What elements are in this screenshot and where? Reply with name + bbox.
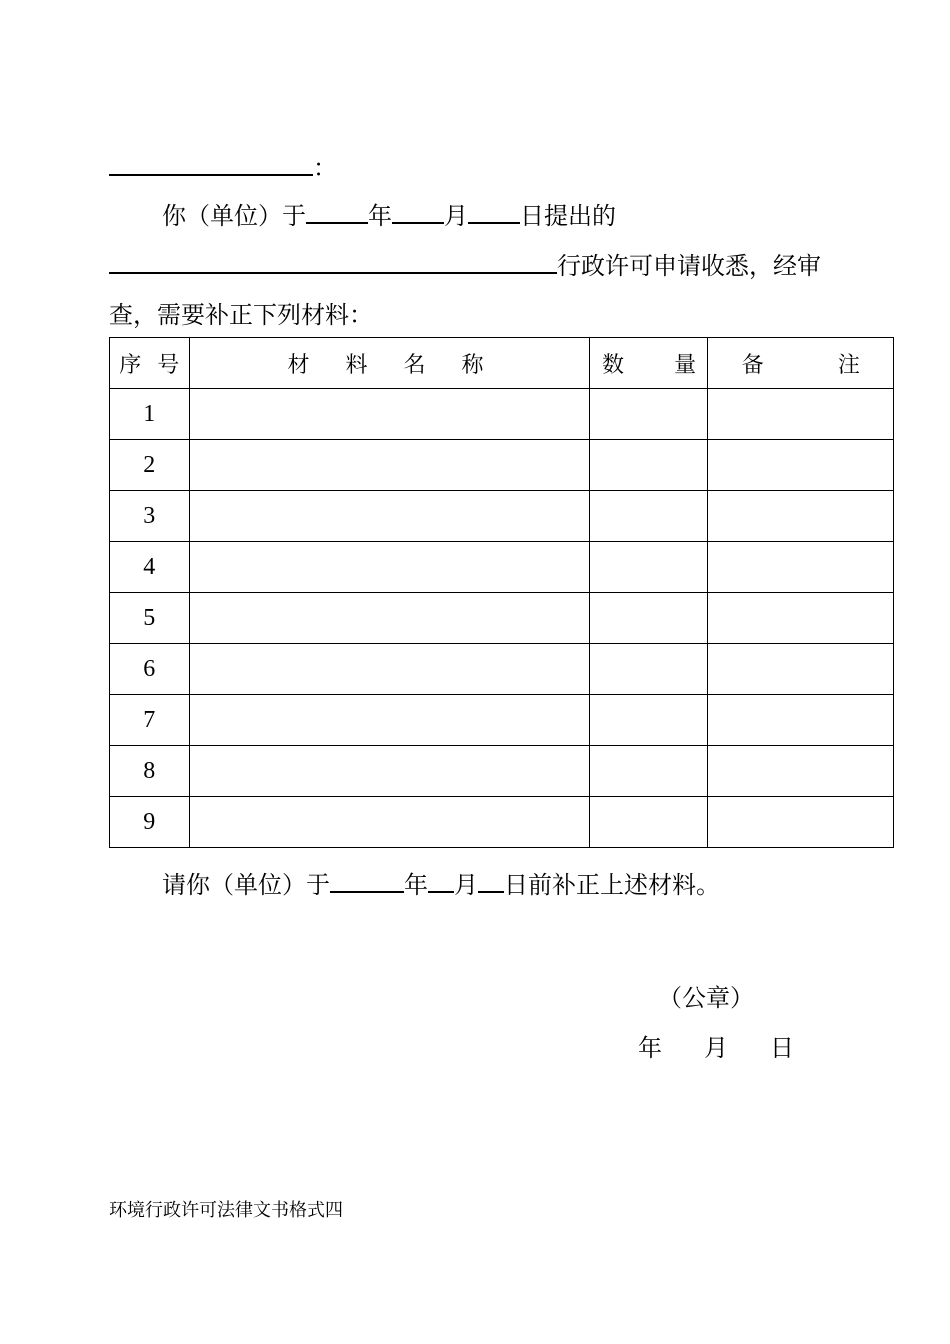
quantity-cell[interactable] — [590, 440, 708, 491]
remark-cell[interactable] — [707, 389, 893, 440]
row-number: 9 — [110, 797, 190, 848]
paragraph2-year: 年 — [404, 871, 428, 899]
quantity-cell[interactable] — [590, 542, 708, 593]
material-name-cell[interactable] — [189, 644, 590, 695]
document-format-title: 环境行政许可法律文书格式四 — [109, 1200, 343, 1221]
row-number: 7 — [110, 695, 190, 746]
paragraph1-year: 年 — [368, 202, 392, 230]
table-row — [110, 746, 894, 797]
paragraph1-line2 — [109, 250, 821, 281]
paragraph1-line1 — [162, 200, 616, 231]
table-row — [110, 491, 894, 542]
permit-name-blank[interactable] — [109, 250, 557, 274]
remark-cell[interactable] — [707, 440, 893, 491]
paragraph1-line2-suffix: 行政许可申请收悉，经审 — [557, 252, 821, 280]
issue-date-year: 年 — [638, 1034, 662, 1062]
table-row — [110, 644, 894, 695]
row-number: 2 — [110, 440, 190, 491]
remark-cell[interactable] — [707, 746, 893, 797]
issue-date-month: 月 — [704, 1034, 728, 1062]
issue-date-day: 日 — [770, 1034, 794, 1062]
quantity-cell[interactable] — [590, 644, 708, 695]
remark-cell[interactable] — [707, 593, 893, 644]
paragraph1-line3: 查，需要补正下列材料： — [109, 301, 373, 329]
row-number: 3 — [110, 491, 190, 542]
paragraph2-month: 月 — [454, 871, 478, 899]
official-seal-label: （公章） — [658, 984, 754, 1012]
submit-month-blank[interactable] — [392, 200, 444, 224]
salutation-line — [109, 152, 337, 183]
materials-table — [109, 337, 894, 848]
row-number: 1 — [110, 389, 190, 440]
material-name-cell[interactable] — [189, 593, 590, 644]
row-number: 6 — [110, 644, 190, 695]
quantity-cell[interactable] — [590, 593, 708, 644]
header-seq: 序 号 — [110, 338, 190, 389]
paragraph1-day-suffix: 日提出的 — [520, 202, 616, 230]
remark-cell[interactable] — [707, 797, 893, 848]
remark-cell[interactable] — [707, 695, 893, 746]
header-remark: 备 注 — [707, 338, 893, 389]
table-row — [110, 695, 894, 746]
row-number: 8 — [110, 746, 190, 797]
header-material-name: 材 料 名 称 — [189, 338, 590, 389]
paragraph1-month: 月 — [444, 202, 468, 230]
salutation-colon: ： — [313, 154, 337, 182]
row-number: 4 — [110, 542, 190, 593]
paragraph2-prefix: 请你（单位）于 — [162, 871, 330, 899]
header-quantity: 数 量 — [590, 338, 708, 389]
table-row — [110, 389, 894, 440]
material-name-cell[interactable] — [189, 746, 590, 797]
table-row — [110, 593, 894, 644]
deadline-month-blank[interactable] — [428, 869, 454, 893]
paragraph1-prefix: 你（单位）于 — [162, 202, 306, 230]
table-row — [110, 542, 894, 593]
material-name-cell[interactable] — [189, 695, 590, 746]
material-name-cell[interactable] — [189, 797, 590, 848]
material-name-cell[interactable] — [189, 542, 590, 593]
deadline-day-blank[interactable] — [478, 869, 504, 893]
quantity-cell[interactable] — [590, 797, 708, 848]
row-number: 5 — [110, 593, 190, 644]
deadline-year-blank[interactable] — [330, 869, 404, 893]
table-row — [110, 797, 894, 848]
remark-cell[interactable] — [707, 542, 893, 593]
table-header-row — [110, 338, 894, 389]
remark-cell[interactable] — [707, 491, 893, 542]
paragraph2 — [162, 869, 720, 900]
table-row — [110, 440, 894, 491]
issue-date — [638, 1033, 794, 1063]
material-name-cell[interactable] — [189, 440, 590, 491]
material-name-cell[interactable] — [189, 491, 590, 542]
quantity-cell[interactable] — [590, 389, 708, 440]
quantity-cell[interactable] — [590, 695, 708, 746]
paragraph2-suffix: 日前补正上述材料。 — [504, 871, 720, 899]
remark-cell[interactable] — [707, 644, 893, 695]
quantity-cell[interactable] — [590, 491, 708, 542]
submit-year-blank[interactable] — [306, 200, 368, 224]
material-name-cell[interactable] — [189, 389, 590, 440]
recipient-blank[interactable] — [109, 152, 313, 176]
quantity-cell[interactable] — [590, 746, 708, 797]
submit-day-blank[interactable] — [468, 200, 520, 224]
